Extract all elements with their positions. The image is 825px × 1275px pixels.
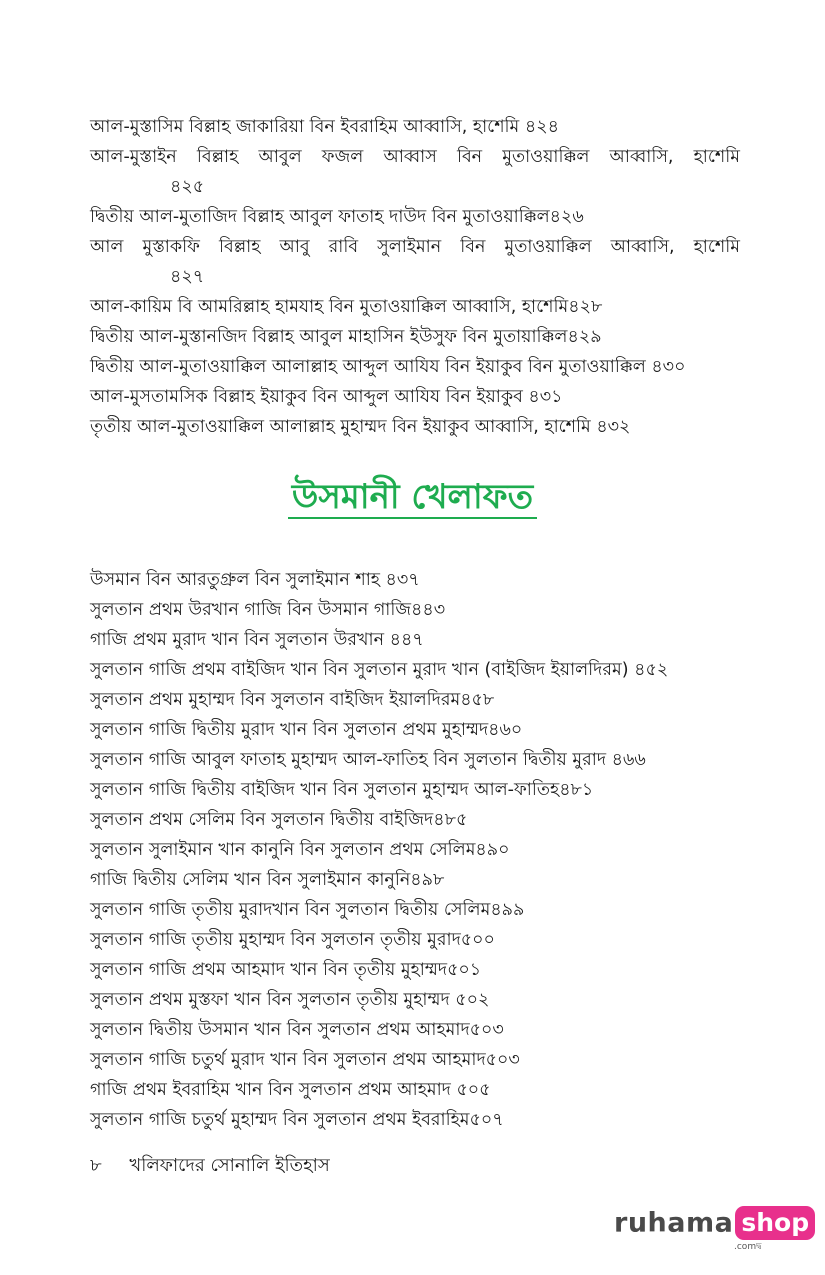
toc-entry [90, 352, 740, 382]
toc-entry-text: গাজি প্রথম মুরাদ খান বিন সুলতান উরখান ৪৪৭ [90, 630, 424, 650]
toc-entry-page: ৪২৬ [549, 207, 584, 227]
toc-entry [90, 775, 740, 805]
toc-entry-text: আল-মুসতামসিক বিল্লাহ ইয়াকুব বিন আব্দুল আযিয বিন ইয়াকুব ৪৩১ [90, 387, 563, 407]
toc-entry-text: সুলতান গাজি চতুর্থ মুহাম্মদ বিন সুলতান প্রথম ইবরাহিম [90, 1110, 470, 1130]
toc-entry-page: ৫০১ [447, 960, 482, 980]
toc-entry-page: ৪২৯ [567, 327, 602, 347]
section-heading [0, 474, 825, 520]
toc-entry [90, 232, 740, 262]
toc-entry-text: উসমান বিন আরতুগ্রুল বিন সুলাইমান শাহ ৪৩৭ [90, 570, 420, 590]
toc-entry-page: ৪৮৫ [433, 810, 468, 830]
toc-entry [90, 292, 740, 322]
toc-entry [90, 655, 740, 685]
toc-entry-page: ৪৯৮ [410, 870, 445, 890]
toc-entry [90, 835, 740, 865]
toc-entry-text: আল মুস্তাকফি বিল্লাহ আবু রাবি সুলাইমান বিন মুতাওয়াক্কিল আব্বাসি, হাশেমি [90, 237, 740, 257]
toc-entry-text: আল-কায়িম বি আমরিল্লাহ হামযাহ বিন মুতাওয়াক্কিল আব্বাসি, হাশেমি [90, 297, 569, 317]
toc-entry-text: সুলতান গাজি আবুল ফাতাহ মুহাম্মদ আল-ফাতিহ বিন সুলতান দ্বিতীয় মুরাদ ৪৬৬ [90, 750, 646, 770]
toc-entry-page: ৪৯০ [475, 840, 510, 860]
toc-entry [90, 1105, 740, 1135]
toc-entry-text: সুলতান গাজি তৃতীয় মুহাম্মদ বিন সুলতান তৃতীয় মুরাদ [90, 930, 461, 950]
toc-entry-page: ৪৪৩ [411, 600, 446, 620]
toc-entry-text: সুলতান গাজি দ্বিতীয় মুরাদ খান বিন সুলতান প্রথম মুহাম্মদ [90, 720, 489, 740]
toc-entry [90, 1015, 740, 1045]
toc-entry-text: সুলতান গাজি প্রথম আহমাদ খান বিন তৃতীয় মুহাম্মদ [90, 960, 448, 980]
toc-entry [90, 685, 740, 715]
toc-entry-text: সুলতান গাজি প্রথম বাইজিদ খান বিন সুলতান মুরাদ খান (বাইজিদ ইয়ালদিরম) ৪৫২ [90, 660, 669, 680]
toc-entry-page: ৫০৩ [469, 1020, 504, 1040]
toc-entry-text: সুলতান প্রথম মুস্তফা খান বিন সুলতান তৃতীয় মুহাম্মদ ৫০২ [90, 990, 490, 1010]
toc-entry-text: সুলতান সুলাইমান খান কানুনি বিন সুলতান প্রথম সেলিম [90, 840, 476, 860]
toc-entry-page: ৪২৭ [170, 267, 205, 287]
toc-entry-text: তৃতীয় আল-মুতাওয়াক্কিল আলাল্লাহ মুহাম্মদ বিন ইয়াকুব আব্বাসি, হাশেমি ৪৩২ [90, 417, 631, 437]
ruhamashop-logo [614, 1206, 815, 1252]
toc-entry [90, 382, 740, 412]
toc-entry-page: ৪২৮ [568, 297, 603, 317]
toc-entry [90, 805, 740, 835]
toc-entry [90, 985, 740, 1015]
toc-entry-text: সুলতান প্রথম মুহাম্মদ বিন সুলতান বাইজিদ ইয়ালদিরম [90, 690, 461, 710]
toc-entry [90, 112, 740, 142]
toc-entry [90, 1075, 740, 1105]
toc-entry-page: ৫০৭ [469, 1110, 504, 1130]
toc-entry [90, 1045, 740, 1075]
toc-entry [90, 322, 740, 352]
toc-entry-page: ৪৬০ [488, 720, 523, 740]
toc-entry-text: আল-মুস্তাইন বিল্লাহ আবুল ফজল আব্বাস বিন মুতাওয়াক্কিল আব্বাসি, হাশেমি [90, 147, 740, 167]
logo-text-shop: shop [735, 1206, 815, 1240]
toc-entry-text: সুলতান প্রথম সেলিম বিন সুলতান দ্বিতীয় বাইজিদ [90, 810, 434, 830]
toc-entry [90, 142, 740, 172]
logo-text-ruhama: ruhama [614, 1207, 734, 1239]
toc-entry [90, 895, 740, 925]
toc-entry [90, 865, 740, 895]
toc-entry [90, 595, 740, 625]
page-number: ৮ [90, 1155, 102, 1176]
toc-entry-page: ৫০৩ [485, 1050, 520, 1070]
toc-entry-page: ৪৮১ [559, 780, 594, 800]
book-title: খলিফাদের সোনালি ইতিহাস [129, 1155, 330, 1176]
toc-entry-page: ৫০০ [460, 930, 495, 950]
toc-entry-text: সুলতান দ্বিতীয় উসমান খান বিন সুলতান প্রথম আহমাদ [90, 1020, 470, 1040]
page-footer [90, 1152, 330, 1180]
toc-entry-text: আল-মুস্তাসিম বিল্লাহ জাকারিয়া বিন ইবরাহিম আব্বাসি, হাশেমি ৪২৪ [90, 117, 559, 137]
toc-entry-text: সুলতান গাজি দ্বিতীয় বাইজিদ খান বিন সুলতান মুহাম্মদ আল-ফাতিহ [90, 780, 560, 800]
toc-entry-text: গাজি দ্বিতীয় সেলিম খান বিন সুলাইমান কানুনি [90, 870, 411, 890]
toc-entry [90, 715, 740, 745]
toc-entry-text: দ্বিতীয় আল-মুতাওয়াক্কিল আলাল্লাহ আব্দুল আযিয বিন ইয়াকুব বিন মুতাওয়াক্কিল ৪৩০ [90, 357, 686, 377]
toc-entry-page: ৪২৫ [170, 177, 205, 197]
toc-entry [90, 625, 740, 655]
toc-entry [90, 412, 740, 442]
toc-entry [90, 565, 740, 595]
toc-entry-text: সুলতান গাজি চতুর্থ মুরাদ খান বিন সুলতান প্রথম আহমাদ [90, 1050, 486, 1070]
toc-entry-text: গাজি প্রথম ইবরাহিম খান বিন সুলতান প্রথম আহমাদ ৫০৫ [90, 1080, 491, 1100]
toc-entry [90, 925, 740, 955]
toc-entry [90, 955, 740, 985]
toc-entry [90, 202, 740, 232]
toc-entry-page: ৪৫৮ [460, 690, 495, 710]
toc-entry-text: দ্বিতীয় আল-মুতাজিদ বিল্লাহ আবুল ফাতাহ দাউদ বিন মুতাওয়াক্কিল [90, 207, 550, 227]
toc-entry-text: দ্বিতীয় আল-মুস্তানজিদ বিল্লাহ আবুল মাহাসিন ইউসুফ বিন মুতায়াক্কিল [90, 327, 568, 347]
toc-entry [90, 745, 740, 775]
toc-entry-text: সুলতান গাজি তৃতীয় মুরাদখান বিন সুলতান দ্বিতীয় সেলিম [90, 900, 491, 920]
section-heading-text: উসমানী খেলাফত [288, 477, 537, 519]
toc-entry-page: ৪৯৯ [490, 900, 525, 920]
toc-entry-text: সুলতান প্রথম উরখান গাজি বিন উসমান গাজি [90, 600, 412, 620]
logo-text-com: .comদ্ব [734, 1242, 762, 1252]
